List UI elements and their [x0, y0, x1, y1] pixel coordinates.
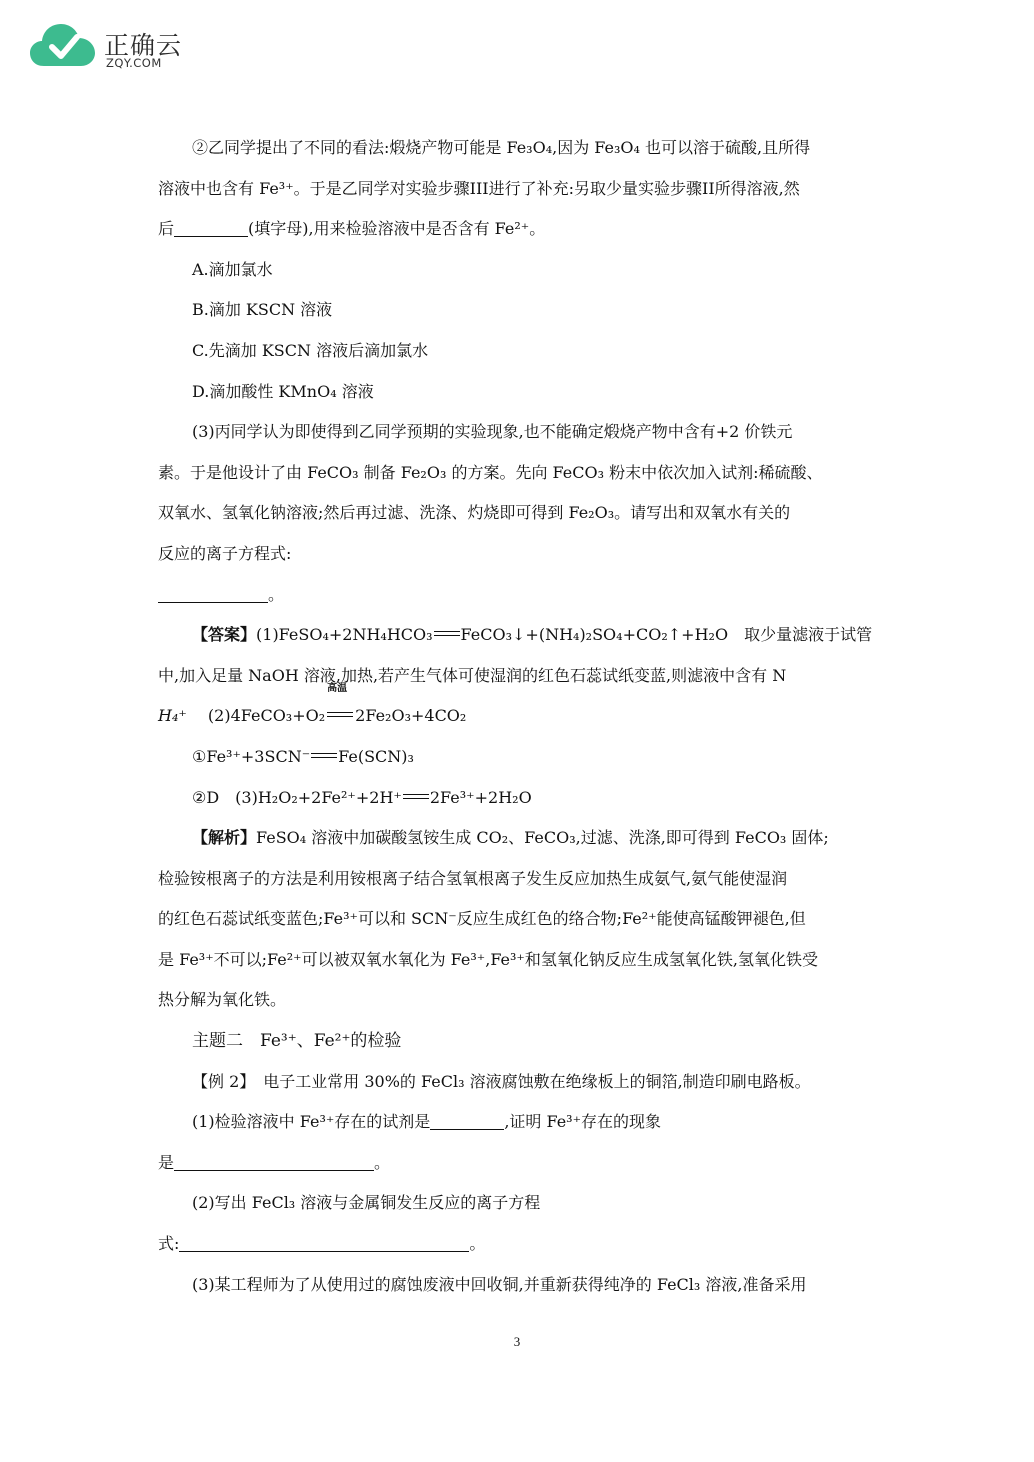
answer-blank — [158, 586, 268, 603]
logo-text-en: ZQY.COM — [106, 56, 162, 70]
paragraph-line: 反应的离子方程式: — [158, 543, 292, 563]
section-heading: 主题二 Fe³⁺、Fe²⁺的检验 — [192, 1031, 402, 1052]
paragraph-line: ②乙同学提出了不同的看法:煅烧产物可能是 Fe₃O₄,因为 Fe₃O₄ 也可以溶于硫酸,且所得 — [192, 138, 811, 157]
answer-blank — [430, 1113, 504, 1130]
answer-line: ②D (3)H₂O₂+2Fe²⁺+2H⁺ 2Fe³⁺+2H₂O — [192, 787, 532, 807]
equals-sign — [434, 631, 460, 636]
paragraph-line: 素。于是他设计了由 FeCO₃ 制备 Fe₂O₃ 的方案。先向 FeCO₃ 粉末中依次加入试剂:稀硫酸、 — [158, 462, 823, 482]
paragraph-line: 。 — [158, 575, 878, 616]
logo-text-cn: 正确云 — [104, 31, 183, 60]
zqy-logo — [30, 22, 190, 74]
cloud-check-icon — [30, 22, 96, 72]
option-c: C.先滴加 KSCN 溶液后滴加氯水 — [192, 340, 429, 360]
option-b: B.滴加 KSCN 溶液 — [192, 300, 333, 320]
question-line: 是 。 — [158, 1152, 391, 1172]
question-line: (1)检验溶液中 Fe³⁺存在的试剂是 ,证明 Fe³⁺存在的现象 — [192, 1112, 662, 1132]
answer-line: ①Fe³⁺+3SCN⁻ Fe(SCN)₃ — [192, 746, 414, 766]
equals-sign — [311, 753, 337, 758]
answer-tag: 【答案】 — [192, 625, 257, 645]
reaction-condition: 高温 — [325, 696, 355, 737]
answer-blank — [174, 220, 248, 237]
paragraph-line: 溶液中也含有 Fe³⁺。于是乙同学对实验步骤III进行了补充:另取少量实验步骤II所得溶液,然 — [158, 178, 800, 198]
example-line: 【例 2】 电子工业常用 30%的 FeCl₃ 溶液腐蚀敷在绝缘板上的铜箔,制造印刷电路板。 — [192, 1071, 811, 1091]
answer-line: H₄⁺ (2)4FeCO₃+O₂ 高温 2Fe₂O₃+4CO₂ — [158, 696, 878, 737]
analysis-tag: 【解析】 — [192, 828, 257, 848]
answer-blank — [179, 1235, 469, 1252]
document-body — [158, 128, 878, 1305]
answer-line: 【答案】(1)FeSO₄+2NH₄HCO₃ FeCO₃↓+(NH₄)₂SO₄+CO₂↑+H₂O 取少量滤液于试管 — [192, 625, 873, 645]
example-tag: 【例 2】 — [192, 1071, 248, 1091]
paragraph-line: 后 (填字母),用来检验溶液中是否含有 Fe²⁺。 — [158, 219, 546, 239]
analysis-line: 检验铵根离子的方法是利用铵根离子结合氢氧根离子发生反应加热生成氨气,氨气能使湿润 — [158, 868, 788, 888]
ammonium-formula: H₄⁺ — [158, 706, 187, 726]
analysis-line: 的红色石蕊试纸变蓝色;Fe³⁺可以和 SCN⁻反应生成红色的络合物;Fe²⁺能使高锰酸钾褪色,但 — [158, 909, 806, 929]
paragraph-line: 双氧水、氢氧化钠溶液;然后再过滤、洗涤、灼烧即可得到 Fe₂O₃。请写出和双氧水有关的 — [158, 503, 791, 523]
question-line: (2)写出 FeCl₃ 溶液与金属铜发生反应的离子方程 — [192, 1193, 541, 1213]
equals-sign — [403, 794, 429, 799]
analysis-line: 【解析】FeSO₄ 溶液中加碳酸氢铵生成 CO₂、FeCO₃,过滤、洗涤,即可得到 FeCO₃ 固体; — [192, 828, 829, 848]
paragraph-line: (3)丙同学认为即使得到乙同学预期的实验现象,也不能确定煅烧产物中含有+2 价铁元 — [192, 422, 793, 442]
option-d: D.滴加酸性 KMnO₄ 溶液 — [192, 381, 374, 401]
option-a: A.滴加氯水 — [192, 259, 273, 279]
question-line: (3)某工程师为了从使用过的腐蚀废液中回收铜,并重新获得纯净的 FeCl₃ 溶液,准备采用 — [192, 1274, 807, 1294]
page-number: 3 — [513, 1334, 521, 1349]
question-line: 式: 。 — [158, 1234, 486, 1254]
analysis-line: 是 Fe³⁺不可以;Fe²⁺可以被双氧水氧化为 Fe³⁺,Fe³⁺和氢氧化钠反应生成氢氧化铁,氢氧化铁受 — [158, 949, 818, 969]
answer-line: 中,加入足量 NaOH 溶液,加热,若产生气体可使湿润的红色石蕊试纸变蓝,则滤液中含有 N — [158, 665, 787, 685]
answer-blank — [174, 1154, 374, 1171]
analysis-line: 热分解为氧化铁。 — [158, 990, 287, 1010]
